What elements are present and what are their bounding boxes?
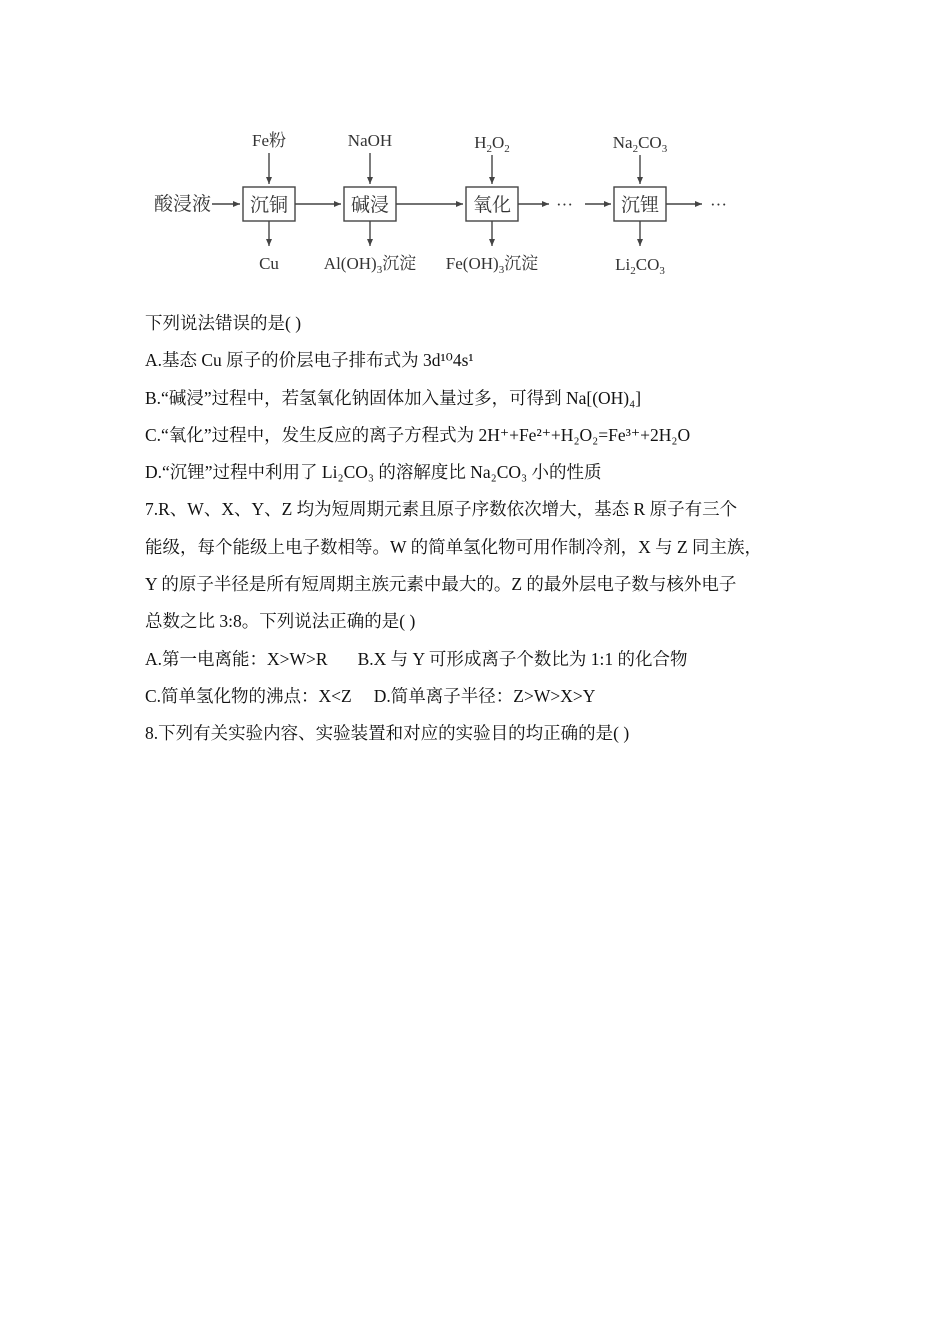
reagent-fe-powder: Fe粉 [252, 131, 286, 150]
step-label-alkali-leaching: 碱浸 [350, 195, 390, 216]
q7-stem-line-1: 7.R、W、X、Y、Z 均为短周期元素且原子序数依次增大，基态 R 原子有三个 [145, 499, 738, 520]
step-label-lithium-precipitation: 沉锂 [620, 195, 660, 216]
q7-stem-line-2: 能级，每个能级上电子数相等。W 的简单氢化物可用作制冷剂，X 与 Z 同主族， [145, 536, 763, 557]
q8-stem: 8.下列有关实验内容、实验装置和对应的实验目的均正确的是( ) [145, 723, 630, 744]
process-flow-diagram [140, 120, 840, 290]
step-label-copper-precipitation: 沉铜 [249, 195, 289, 216]
product-aluminum-hydroxide: $Al(OH)_3$沉淀 [323, 254, 417, 276]
q6-option-d: D.“沉锂”过程中利用了 Li₂CO₃ 的溶解度比 Na₂CO₃ 小的性质 [145, 462, 602, 483]
q6-option-b: B.“碱浸”过程中，若氢氧化钠固体加入量过多，可得到 Na[(OH)₄] [145, 387, 642, 408]
reagent-sodium-carbonate: $Na_2CO_3$ [612, 133, 668, 155]
q7-option-d: D.简单离子半径：Z>W>X>Y [373, 685, 596, 706]
q7-option-c: C.简单氢化物的沸点：X<Z [145, 685, 352, 706]
product-lithium-carbonate: $Li_2CO_3$ [615, 255, 665, 277]
reagent-hydrogen-peroxide: $H_2O_2$ [474, 133, 510, 155]
q7-options-row-2 [145, 678, 825, 715]
q7-option-b: B.X 与 Y 可形成离子个数比为 1:1 的化合物 [357, 648, 688, 669]
step-label-oxidation: 氧化 [472, 195, 512, 216]
question-text-block [145, 305, 825, 753]
q6-stem: 下列说法错误的是( ) [145, 313, 302, 333]
q7-stem-line-4: 总数之比 3:8。下列说法正确的是( ) [145, 611, 416, 632]
ellipsis-1: ··· [556, 195, 573, 214]
q6-option-c: C.“氧化”过程中，发生反应的离子方程式为 2H⁺+Fe²⁺+H₂O₂=Fe³⁺+2H₂O [145, 424, 691, 445]
q6-option-a: A.基态 Cu 原子的价层电子排布式为 3d¹⁰4s¹ [145, 350, 474, 371]
flow-input-label: 酸浸液 [154, 194, 212, 215]
q7-option-a: A.第一电离能：X>W>R [145, 648, 328, 669]
ellipsis-2: ··· [710, 195, 727, 214]
reagent-naoh: NaOH [347, 131, 393, 150]
product-iron-hydroxide: $Fe(OH)_3$沉淀 [445, 254, 539, 276]
product-cu: Cu [259, 254, 279, 273]
q7-options-row-1 [145, 641, 825, 678]
q7-stem-line-3: Y 的原子半径是所有短周期主族元素中最大的。Z 的最外层电子数与核外电子 [145, 574, 737, 595]
